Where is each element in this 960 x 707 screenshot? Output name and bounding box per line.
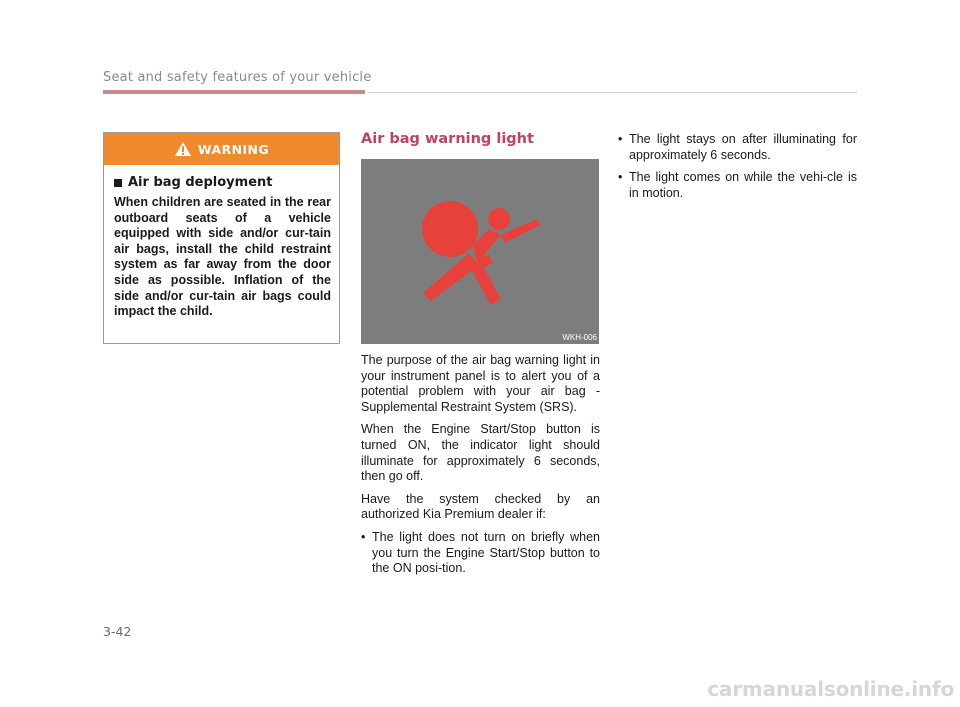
section-body-right (618, 132, 857, 208)
airbag-warning-light-figure (361, 159, 599, 344)
paragraph-purpose: The purpose of the air bag warning light in your instrument panel is to alert you of a potential problem with your air bag - Supplemental Restraint System (SRS). (361, 353, 600, 414)
square-bullet-icon (114, 179, 122, 187)
header-accent-bar (103, 90, 365, 94)
paragraph-check-system: Have the system checked by an authorized Kia Premium dealer if: (361, 491, 600, 522)
list-item: • The light stays on after illuminating for approximately 6 seconds. (618, 132, 857, 163)
warning-subtitle-text: Air bag deployment (128, 175, 273, 190)
page-number: 3-42 (103, 624, 132, 639)
figure-code: WKH-006 (562, 333, 597, 342)
section-title: Air bag warning light (361, 131, 534, 147)
warning-label: WARNING (197, 141, 270, 157)
warning-box (103, 132, 340, 344)
page-header-title: Seat and safety features of your vehicle (103, 70, 372, 85)
warning-triangle-icon (174, 141, 192, 157)
airbag-warning-light-icon (361, 159, 599, 344)
paragraph-illumination: When the Engine Start/Stop button is turned ON, the indicator light should illuminate for approximately 6 seconds, then go off. (361, 422, 600, 484)
warning-subtitle (114, 175, 331, 190)
warning-header (104, 133, 339, 165)
warning-body (104, 165, 339, 320)
warning-text: When children are seated in the rear outboard seats of a vehicle equipped with side and/or cur-tain air bags, install the child restraint system as far away from the door side as possible. Inflation of the side and/or cur-tain air bags could impact the child. (114, 195, 331, 319)
list-item: • The light does not turn on briefly when you turn the Engine Start/Stop button to the ON posi-tion. (361, 530, 600, 577)
section-body-left (361, 353, 600, 584)
header-divider-line (367, 92, 857, 93)
watermark: carmanualsonline.info (707, 677, 954, 701)
list-item: • The light comes on while the vehi-cle is in motion. (618, 170, 857, 201)
